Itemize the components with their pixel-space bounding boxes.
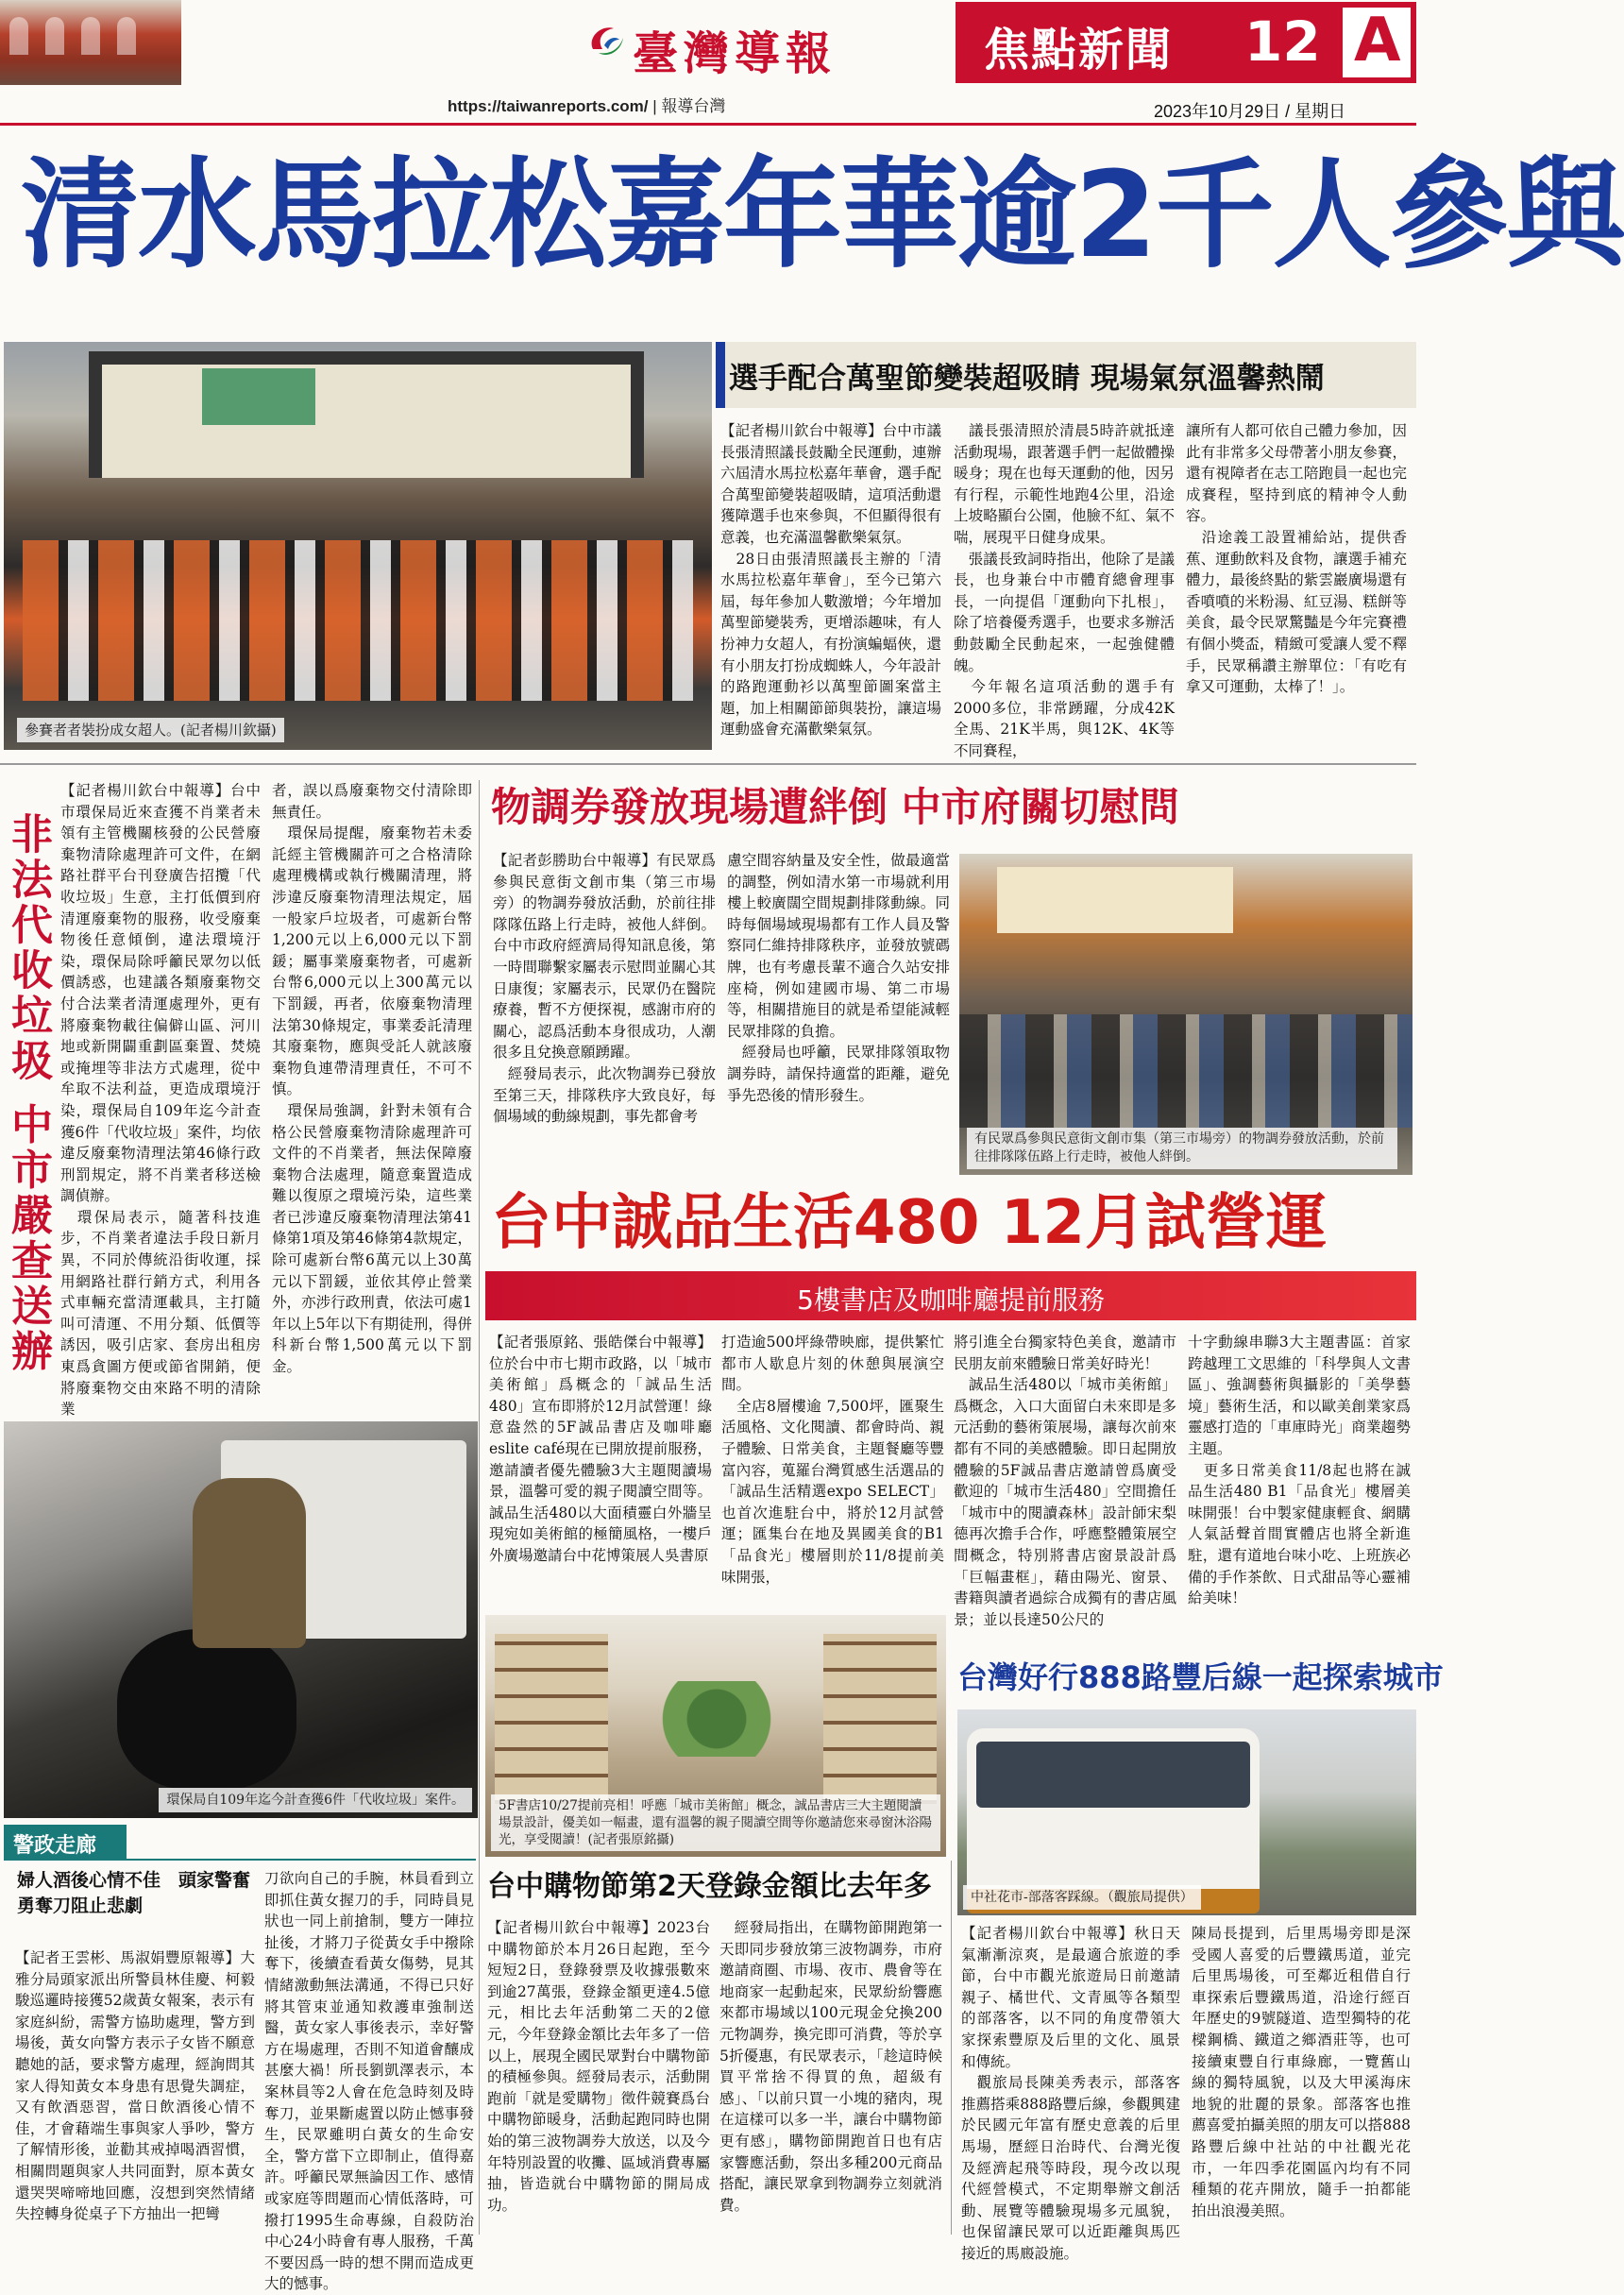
issue-date: 2023年10月29日 / 星期日: [1154, 102, 1346, 121]
story7-col2: 刀欲向自己的手腕，林員看到立即抓住黃女握刀的手，同時員見狀也一同上前搶制，雙方一陣拉扯後，才將刀子從黃女手中撥除奪下，後續查看黃女傷勢，見其情緒激動無法溝通，不得已只好將其管束並通知救護車強制送醫，黃女家人事後表示，幸好警方在場處理，否則不知道會釀成甚麼大禍！所長劉凱澤表示，本案林員等2人會在危急時刻及時奪刀，並果斷處置以防止憾事發生，民眾雖明白黃女的生命安全，警方當下立即制止，值得嘉許。呼籲民眾無論因工作、感情或家庭等問題而心情低落時，可撥打1995生命專線，自殺防治中心24小時會有專人服務，千萬不要因爲一時的想不開而造成更大的憾事。: [264, 1870, 474, 2293]
story7-tag: [4, 1825, 127, 1861]
story5-col1: 【記者楊川欽台中報導】秋日天氣漸漸涼爽，是最適合旅遊的季節，台中市觀光旅遊局日前邀請親子、橘世代、文青風等各類型的部落客，以不同的角度帶領大家探索豐原及后里的文化、風景和傳統。 觀旅局長陳美秀表示，部落客推薦搭乘888路豐后線，參觀興建於民國元年富有歷史意義的后里馬場，歷經日治時代、台灣光復及經濟起飛等時段，現今改以現代經營模式，不定期舉辦文創活動、展覽等體驗現場多元風貌，也保留讓民眾可以近距離與馬匹接近的馬廄設施。: [961, 1925, 1180, 2262]
story2-headline-text: 非法代收垃圾 中市嚴查送辦: [4, 812, 52, 1375]
url-separator: |: [652, 97, 662, 115]
page-letter-box: [1343, 8, 1411, 77]
story3-photo-caption: 有民眾爲參與民意街文創市集（第三市場旁）的物調券發放活動，於前往排隊隊伍路上行走時，被他人絆倒。: [967, 1128, 1397, 1169]
story2-col2: 者，誤以爲廢棄物交付清除即無責任。 環保局提醒，廢棄物若未委託經主管機關許可之合格清除處理機構或執行機關清理，將涉違反廢棄物清理法規定，屆一般家戶垃圾者，可處新台幣1,200元以上6,000元以下罰鍰；屬事業廢棄物者，可處新台幣6,000元以上300萬元以下罰鍰，再者，依廢棄物清理法第30條規定，事業委託清理其廢棄物，應與受託人就該廢棄物負連帶清理責任，不可不慎。 環保局強調，針對未領有合格公民營廢棄物清除處理許可文件的不肖業者，無法保障廢棄物合法處理，隨意棄置造成難以復原之環境污染，這些業者已涉違反廢棄物清理法第41條第1項及第46條第4款規定，除可處新台幣6萬元以上30萬元以下罰鍰，並依其停止營業外，亦涉行政刑責，依法可處1年以上5年以下有期徒刑，得併科新台幣1,500萬元以下罰金。: [272, 782, 472, 1376]
bookshelf-right: [823, 1634, 937, 1804]
bookshelf-left: [495, 1634, 608, 1804]
story3-col1: 【記者彭勝助台中報導】有民眾爲參與民意街文創市集（第三市場旁）的物調券發放活動，於前往排隊隊伍路上行走時，被他人絆倒。台中市政府經濟局得知訊息後，第一時間聯繫家屬表示慰問並關心其日康復；家屬表示，民眾仍在醫院療養，暫不方便探視，感謝市府的關心，認爲活動本身很成功，人潮很多且兌換意願踴躍。 經發局表示，此次物調券已發放至第三天，排隊秩序大致良好，每個場域的動線規劃，事先都會考: [493, 852, 716, 1126]
bus-window: [976, 1742, 1250, 1808]
story1-subhead-box: [716, 342, 1416, 408]
runners-group: [23, 540, 693, 701]
plants: [627, 1681, 806, 1757]
story1-headline: 清水馬拉松嘉年華逾2千人參與: [21, 145, 1624, 284]
masthead-photo: [0, 0, 181, 85]
story1-subhead: 選手配合萬聖節變裝超吸睛 現場氣氛溫馨熱鬧: [729, 362, 1325, 396]
story1-photo-caption: 參賽者者裝扮成女超人。(記者楊川欽攝): [17, 718, 284, 742]
page-letter: A: [1354, 6, 1401, 76]
masthead-url: [448, 93, 725, 116]
story4-subhead-bar: [485, 1271, 1416, 1320]
story3-headline: [491, 776, 1416, 835]
garbage-bag: [117, 1629, 296, 1790]
story7-tag-label: 警政走廊: [13, 1834, 97, 1858]
story7-tag-rule: [127, 1859, 476, 1861]
story6-col1: 【記者楊川欽台中報導】2023台中購物節於本月26日起跑，至今短短2日，登錄發票及收據張數來到逾27萬張，登錄金額更達4.5億元，相比去年活動第二天的2億元，今年登錄金額比去年多了一倍以上，展現全國民眾對台中購物節的積極參與。經發局表示，活動開跑前「就是愛購物」徵件競賽爲台中購物節暖身，活動起跑同時也開始的第三波物調券大放送，以及今年特別設置的收攤、區域消費專屬抽，皆造就台中購物節的開局成功。: [487, 1919, 710, 2214]
subhead-accent: [716, 342, 725, 408]
story3-headline-text: 物調券發放現場遭絆倒 中市府關切慰問: [491, 784, 1179, 830]
paper-name: 臺灣導報: [633, 27, 837, 80]
story2-photo: [4, 1421, 478, 1818]
story5-photo-caption: 中社花市-部落客踩線。（觀旅局提供）: [963, 1885, 1201, 1910]
story4-col2: 打造逾500坪綠帶映廊，提供繁忙都市人歇息片刻的休憩與展演空間。 全店8層樓逾 7,500坪，匯聚生活風格、文化閱讀、都會時尚、親子體驗、日常美食，主題餐廳等豐富內容，蒐羅台灣質感生活選品的「誠品生活精選expo SELECT」也首次進駐台中，將於12月試營運；匯集台在地及異國美食的B1「品食光」樓層則於11/8提前美味開張，: [721, 1334, 944, 1586]
page-number: 12: [1244, 9, 1321, 74]
story4-subhead: 5樓書店及咖啡廳提前服務: [797, 1284, 1105, 1316]
story3-col2: 慮空間容納量及安全性，做最適當的調整，例如清水第一市場就利用樓上較廣闊空間規劃排隊動線。同時每個場域現場都有工作人員及警察同仁維持排隊秩序，並發放號碼牌，也有考慮長輩不適合久站安排座椅，例如建國市場、第二市場等，相關措施目的就是希望能減輕民眾排隊的負擔。 經發局也呼籲，民眾排隊領取物調券時，請保持適當的距離，避免爭先恐後的情形發生。: [727, 852, 950, 1104]
logo-icon: [585, 21, 627, 64]
story6-col2: 經發局指出，在購物節開跑第一天即同步發放第三波物調券，市府邀請商圈、市場、夜市、農會等在地商家一起動起來，民眾紛紛響應來都市場域以100元現金兌換200元物調券，換完即可消費，等於享5折優惠，有民眾表示，「趁這時候買平常捨不得買的魚，超級有感」、「以前只買一小塊的豬肉，現在這樣可以多一半，讓台中購物節更有感」，購物節開跑首日也有店家響應活動，祭出多種200元商品搭配，讓民眾拿到物調券立刻就消費。: [719, 1919, 942, 2214]
section-banner: [956, 2, 1416, 83]
story7-col1: 【記者王雲彬、馬淑娟豐原報導】大雅分局頭家派出所警員林佳慶、柯毅駿巡邏時接獲52歲黃女報案，表示有家庭糾紛，需警方協助處理，警方到場後，黃女向警方表示子女皆不願意聽她的話，要求警方處理，經詢問其家人得知黃女本身患有思覺失調症，又有飲酒惡習，當日飲酒後心情不佳，才會藉端生事與家人爭吵，警方了解情形後，並勸其戒掉喝酒習慣，相關問題與家人共同面對，原本黃女還哭哭啼啼地回應，沒想到突然情緒失控轉身從桌子下方抽出一把彎: [15, 1949, 255, 2223]
story4-headline: 台中誠品生活480 12月試營運: [491, 1188, 1327, 1258]
story4-photo-caption: 5F書店10/27提前亮相！呼應「城市美術館」概念，誠品書店三大主題閱讀場景設計，優美如一幅畫，還有溫馨的親子閱讀空間等你邀請您來尋窗沐浴陽光，享受閱讀！(記者張原銘攝): [491, 1794, 940, 1851]
story1-col2: 議長張清照於清晨5時許就抵達活動現場，跟著選手們一起做體操暖身；現在也每天運動的他，因另有行程，示範性地跑4公里，沿途上坡略顯台公園，他臉不紅、氣不喘，展現平日健身成果。 張議長致詞時指出，他除了是議長，也身兼台中市體育總會理事長，一向提倡「運動向下扎根」，除了培養優秀選手，也要求多辦活動鼓勵全民動起來，一起強健體魄。 今年報名這項活動的選手有2000多位，非常踴躍，分成42K全馬、21K半馬，與12K、4K等不同賽程，: [954, 422, 1175, 759]
story6-right-rule: [951, 1861, 952, 2235]
shop-sign: [997, 867, 1233, 933]
story1-col3: 讓所有人都可依自己體力參加，因此有非常多父母帶著小朋友參賽，還有視障者在志工陪跑員一起也完成賽程，堅持到底的精神令人動容。 沿途義工設置補給站，提供香蕉、運動飲料及食物，讓選手補充體力，最後終點的紫雲巖廣場還有香噴噴的米粉湯、紅豆湯、糕餅等美食，最令民眾驚豔是今年完賽禮有個小獎盃，精緻可愛讓人愛不釋手，民眾稱讚主辦單位：「有吃有拿又可運動，太棒了！」。: [1186, 422, 1407, 696]
crowd-shape: [959, 1014, 1413, 1128]
left-col-rule: [479, 780, 480, 2235]
story5-headline: 台灣好行888路豐后線一起探索城市: [957, 1659, 1444, 1695]
story1-bottom-rule: [0, 763, 1416, 765]
worker-figure: [193, 1478, 306, 1648]
url-label: 報導台灣: [661, 97, 726, 115]
story6-headline: 台中購物節第2天登錄金額比去年多: [487, 1870, 932, 1903]
story7-headline: 婦人酒後心情不佳 頭家警奮勇奪刀阻止悲劇: [17, 1870, 251, 1916]
story1-col1: 【記者楊川欽台中報導】台中市議長張清照議長鼓勵全民運動，連辦六屆清水馬拉松嘉年華會，選手配合萬聖節變裝超吸睛，這項活動還獲障選手也來參與，不但顯得很有意義，也充滿溫馨歡樂氣氛。 28日由張清照議長主辦的「清水馬拉松嘉年華會」，至今已第六屆，每年參加人數激增；今年增加萬聖節變裝秀，更增添趣味，有人扮神力女超人，有扮演蝙蝠俠，還有小朋友打扮成蜘蛛人，今年設計的路跑運動衫以萬聖節圖案當主題，加上相關節節與裝扮，讓這場運動盛會充滿歡樂氣氛。: [720, 422, 941, 739]
story3-photo: [959, 854, 1413, 1175]
story4-col3: 將引進全台獨家特色美食，邀請市民朋友前來體驗日常美好時光！ 誠品生活480以「城市美術館」爲概念，入口大面留白未來即是多元活動的藝術策展場，讓每次前來都有不同的美感體驗。即日起開放體驗的5F誠品書店邀請曾爲廣受歡迎的「城市生活480」空間擔任「城市中的閱讀森林」設計師宋梨德再次擔手合作，呼應整體策展空間概念，特別將書店窗景設計爲「巨幅畫框」，藉由陽光、窗景、書籍與讀者過綜合成獨有的書店風景；並以長達50公尺的: [954, 1334, 1176, 1628]
story1-photo: [4, 342, 712, 750]
arch-sign-text: [202, 368, 315, 425]
story2-col1: 【記者楊川欽台中報導】台中市環保局近來查獲不肖業者未領有主管機關核發的公民營廢棄物清除處理許可文件，在網路社群平台刊登廣告招攬「代收垃圾」生意，主打低價到府清運廢棄物的服務，收受廢棄物後任意傾倒，違法環境汙染，環保局除呼籲民眾勿以低價誘惑，也建議各類廢棄物交付合法業者清運處理外，更有將廢棄物載往偏僻山區、河川地或新開闢重劃區棄置、焚燒或掩埋等非法方式處理，從中牟取不法利益，更造成環境汙染，環保局自109年迄今計查獲6件「代收垃圾」案件，均依違反廢棄物清理法第46條行政刑罰規定，將不肖業者移送檢調偵辦。 環保局表示，隨著科技進步，不肖業者違法手段日新月異，不同於傳統沿街收運，採用網路社群行銷方式，利用各式車輛充當清運載具，主打隨叫可清運、不用分類、低價等誘因，吸引店家、套房出租房東爲貪圖方便或節省開銷，便將廢棄物交由來路不明的清除業: [60, 782, 261, 1419]
story4-col1: 【記者張原銘、張皓傑台中報導】位於台中市七期市政路，以「城市美術館」爲概念的「誠品生活480」宣布即將於12月試營運！綠意盎然的5F誠品書店及咖啡廳eslite café現在已開放提前服務，邀請讀者優先體驗3大主題閱讀場景，溫馨可愛的親子閱讀空間等。誠品生活480以大面積靈白外牆呈現宛如美術館的極簡風格，一樓戶外廣場邀請台中花博策展人吳書原: [489, 1334, 712, 1564]
story2-headline: [4, 812, 51, 1454]
story5-photo: [957, 1709, 1416, 1915]
race-arch: [89, 351, 644, 478]
story2-photo-caption: 環保局自109年迄今計查獲6件「代收垃圾」案件。: [159, 1788, 472, 1812]
section-title: 焦點新聞: [984, 24, 1174, 76]
masthead-rule: [0, 123, 1416, 126]
url-link[interactable]: https://taiwanreports.com/: [448, 97, 649, 115]
story5-col2: 陳局長提到，后里馬場旁即是深受國人喜愛的后豐鐵馬道，並完后里馬場後，可至鄰近租借自行車探索后豐鐵馬道，沿途行經百年歷史的9號隧道、造型獨特的花樑鋼橋、鐵道之鄉酒莊等，也可接續東豐自行車綠廊，一覽舊山線的獨特風貌，以及大甲溪海床地貌的壯麗的景象。部落客也推薦喜愛拍攝美照的朋友可以搭888路豐后線中社站的中社觀光花市，一年四季花園區內均有不同種類的花卉開放，隨手一拍都能拍出浪漫美照。: [1192, 1925, 1411, 2219]
story4-col4: 十字動線串聯3大主題書區：首家跨越理工文思維的「科學與人文書區」、強調藝術與攝影的「美學藝境」藝術生活，和以歐美創業家爲靈感打造的「車庫時光」商業趨勢主題。 更多日常美食11/8起也將在誠品生活480 B1「品食光」樓層美味開張！台中製家健康輕食、網購人氣話聲首間實體店也將全新進駐，還有道地台味小吃、上班族必備的手作茶飲、日式甜品等心靈補給美味！: [1188, 1334, 1411, 1607]
story4-photo: [485, 1615, 946, 1857]
